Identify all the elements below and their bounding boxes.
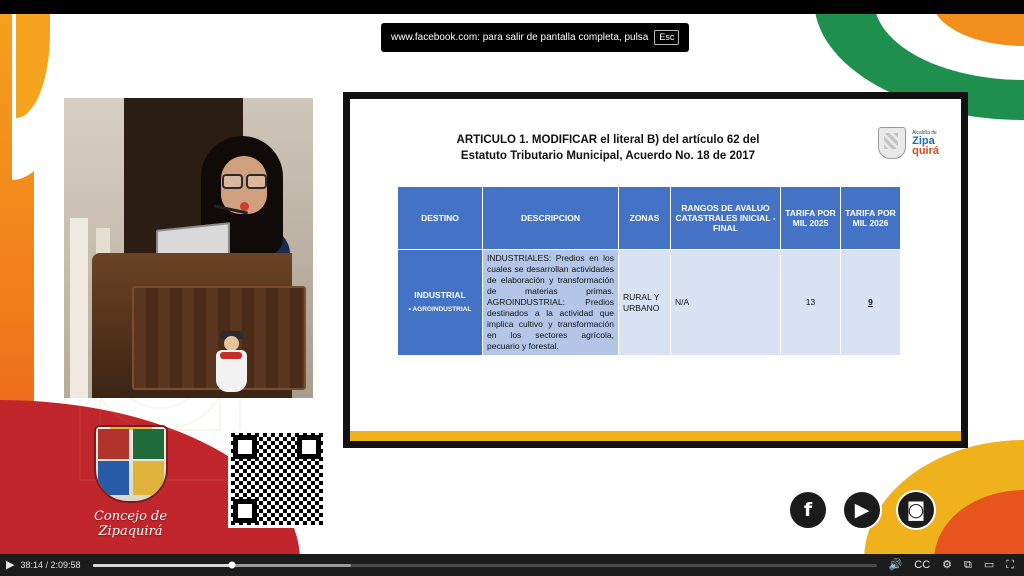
miniplayer-icon[interactable]: ⧉ xyxy=(964,558,972,571)
logo-wordmark xyxy=(912,129,939,157)
qr-eye-top-right xyxy=(297,435,321,459)
time-display: 38:14 / 2:09:58 xyxy=(20,560,81,570)
cell-tarifa-2026-value: 9 xyxy=(868,297,873,307)
cell-destino-label: INDUSTRIAL xyxy=(414,290,466,300)
logo-line-2: Zipa xyxy=(912,135,935,147)
cell-tarifa-2025: 13 xyxy=(781,250,841,356)
column-header-tarifa-2025: TARIFA POR MIL 2025 xyxy=(781,187,841,250)
cell-descripcion: INDUSTRIALES: Predios en los cuales se desarrollan actividades de elaboración y transformación de materias primas. AGROINDUSTRIAL: Predios destinados a la actividad que implica cultivo y transformación en los sectores agrícola, pecuario y forestal. xyxy=(483,250,619,356)
column-header-descripcion: DESCRIPCION xyxy=(483,187,619,250)
speaker-glasses-left xyxy=(222,174,243,189)
play-button[interactable]: ▶ xyxy=(6,558,15,571)
council-name-line-1: Concejo de xyxy=(93,509,168,524)
fullscreen-toast-message: www.facebook.com: para salir de pantalla completa, pulsa xyxy=(391,32,649,43)
shield-quadrant-2 xyxy=(133,429,164,459)
figurine-head xyxy=(224,336,239,351)
fullscreen-exit-toast xyxy=(381,23,689,52)
slide-title-line-1: ARTICULO 1. MODIFICAR el literal B) del artículo 62 del xyxy=(456,134,760,146)
theater-mode-icon[interactable]: ▭ xyxy=(983,558,995,571)
municipality-logo xyxy=(878,127,939,159)
shield-quadrant-1 xyxy=(98,429,129,459)
speaker-column-left xyxy=(70,218,88,398)
speaker-podium xyxy=(92,253,292,398)
cell-tarifa-2026 xyxy=(841,250,901,356)
council-coat-of-arms-icon xyxy=(94,425,168,503)
qr-eye-bottom-left xyxy=(233,499,257,523)
video-control-bar[interactable] xyxy=(0,554,1024,576)
council-branding xyxy=(78,425,183,539)
seek-handle[interactable] xyxy=(229,562,236,569)
player-left-controls xyxy=(0,560,81,571)
logo-line-1: Alcaldía de xyxy=(912,130,937,136)
column-header-destino: DESTINO xyxy=(398,187,483,250)
fullscreen-icon[interactable]: ⛶ xyxy=(1006,558,1014,571)
player-right-controls xyxy=(889,560,1024,571)
cell-zonas: RURAL Y URBANO xyxy=(619,250,671,356)
top-letterbox-strip xyxy=(0,0,1024,14)
column-header-zonas: ZONAS xyxy=(619,187,671,250)
social-links xyxy=(788,490,936,530)
settings-gear-icon[interactable]: ⚙ xyxy=(942,558,953,571)
playback-progress xyxy=(93,564,233,567)
shield-quadrant-3 xyxy=(98,461,129,495)
microphone-head xyxy=(240,202,249,211)
coat-of-arms-icon xyxy=(878,127,906,159)
cell-destino xyxy=(398,250,483,356)
slide-content xyxy=(350,99,961,441)
table-header-row xyxy=(398,187,901,250)
council-name xyxy=(78,509,183,539)
cell-rangos: N/A xyxy=(671,250,781,356)
qr-code xyxy=(228,430,326,528)
youtube-icon[interactable]: ▶ xyxy=(842,490,882,530)
column-header-tarifa-2026: TARIFA POR MIL 2026 xyxy=(841,187,901,250)
decor-figurine xyxy=(212,336,250,392)
seek-bar[interactable] xyxy=(93,564,877,567)
esc-key-badge: Esc xyxy=(654,30,679,45)
figurine-scarf xyxy=(220,352,242,359)
slide-title xyxy=(398,132,818,164)
logo-line-3: quirá xyxy=(912,145,939,157)
shield-quadrant-4 xyxy=(133,461,164,495)
table-row xyxy=(398,250,901,356)
presentation-slide xyxy=(343,92,968,448)
council-name-line-2: Zipaquirá xyxy=(98,524,163,539)
facebook-icon[interactable]: f xyxy=(788,490,828,530)
instagram-icon[interactable]: ◙ xyxy=(896,490,936,530)
closed-captions-icon[interactable]: CC xyxy=(914,558,931,571)
slide-title-line-2: Estatuto Tributario Municipal, Acuerdo No. 18 de 2017 xyxy=(460,150,756,162)
slide-bottom-accent-bar xyxy=(350,431,961,441)
speaker-video-inset xyxy=(64,98,313,398)
cell-destino-sublabel: • AGROINDUSTRIAL xyxy=(408,306,472,313)
tarifa-table xyxy=(397,186,901,356)
volume-icon[interactable]: 🔊 xyxy=(888,558,903,571)
column-header-rangos: RANGOS DE AVALUO CATASTRALES INICIAL - FINAL xyxy=(671,187,781,250)
speaker-glasses-right xyxy=(246,174,267,189)
qr-eye-top-left xyxy=(233,435,257,459)
